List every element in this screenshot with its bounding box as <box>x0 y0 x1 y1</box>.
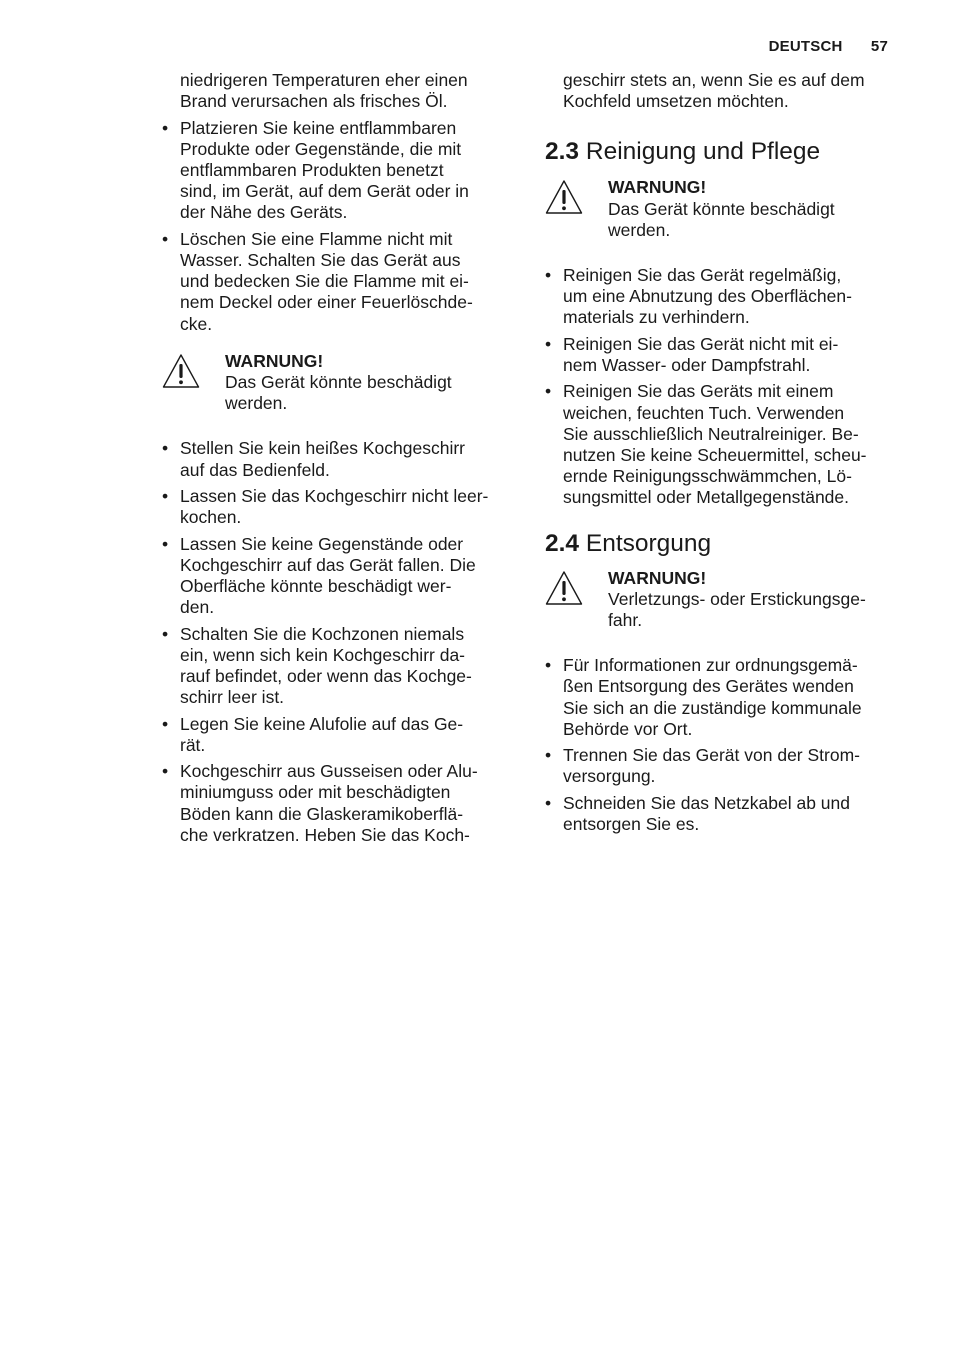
bullet-dot: • <box>162 533 169 554</box>
warning-title: WARNUNG! <box>225 350 324 371</box>
bullet-list <box>162 118 514 335</box>
continued-paragraph <box>563 70 897 112</box>
list-item <box>162 438 514 480</box>
text-line: Behörde vor Ort. <box>563 718 693 739</box>
text-line: entflammbaren Produkten benetzt <box>180 160 444 180</box>
text-line: nem Wasser- oder Dampfstrahl. <box>563 355 811 376</box>
bullet-list <box>162 438 514 846</box>
warning-triangle-icon <box>162 353 200 389</box>
left-column <box>162 70 514 851</box>
bullet-dot: • <box>545 265 552 286</box>
warning-box <box>162 351 514 415</box>
text-line: miniumguss oder mit beschädigten <box>180 782 451 803</box>
list-item <box>545 381 897 508</box>
section-number: 2.3 <box>545 138 580 166</box>
section-heading-cleaning <box>545 138 897 166</box>
text-line: Für Informationen zur ordnungsgemä- <box>563 655 858 676</box>
text-line: ernde Reinigungsschwämmchen, Lö- <box>563 466 852 487</box>
text-line: Löschen Sie eine Flamme nicht mit <box>180 228 453 249</box>
text-line: weichen, feuchten Tuch. Verwenden <box>563 402 845 423</box>
text-line: rät. <box>180 734 206 755</box>
list-item <box>545 655 897 740</box>
text-line: sind, im Gerät, auf dem Gerät oder in <box>180 181 469 202</box>
text-line: ßen Entsorgung des Gerätes wenden <box>563 676 854 697</box>
list-item <box>162 486 514 528</box>
continued-paragraph <box>180 70 514 112</box>
header-language: DEUTSCH <box>768 38 843 55</box>
bullet-dot: • <box>162 761 169 782</box>
list-item <box>162 229 514 335</box>
text-line: sungsmittel oder Metallgegenstände. <box>563 487 850 508</box>
bullet-dot: • <box>162 117 169 138</box>
text-line: Sie sich an die zuständige kommunale <box>563 697 862 718</box>
text-line: nem Deckel oder einer Feuerlöschde- <box>180 292 473 313</box>
warning-triangle-icon <box>545 570 583 606</box>
list-item <box>162 714 514 756</box>
list-item <box>162 534 514 619</box>
text-line: Lassen Sie keine Gegenstände oder <box>180 533 464 554</box>
text-line: Sie ausschließlich Neutralreiniger. Be- <box>563 423 859 444</box>
text-line: Kochgeschirr auf das Gerät fallen. Die <box>180 554 476 575</box>
list-item <box>545 334 897 376</box>
text-line: Produkte oder Gegenstände, die mit <box>180 138 462 159</box>
text-line: werden. <box>225 393 288 414</box>
bullet-list <box>545 265 897 509</box>
text-line: che verkratzen. Heben Sie das Koch- <box>180 824 470 845</box>
text-line: fahr. <box>608 610 643 631</box>
text-line: auf das Bedienfeld. <box>180 459 330 480</box>
bullet-dot: • <box>162 713 169 734</box>
warning-box <box>545 177 897 241</box>
text-line: Stellen Sie kein heißes Kochgeschirr <box>180 438 466 459</box>
text-line: Schneiden Sie das Netzkabel ab und <box>563 792 851 813</box>
text-line: der Nähe des Geräts. <box>180 202 348 223</box>
text-line: Platzieren Sie keine entflammbaren <box>180 117 457 138</box>
text-line: Reinigen Sie das Gerät nicht mit ei- <box>563 333 839 354</box>
section-title: Entsorgung <box>585 529 712 557</box>
text-line: Lassen Sie das Kochgeschirr nicht leer- <box>180 486 489 507</box>
list-item <box>162 624 514 709</box>
text-line: materials zu verhindern. <box>563 307 750 328</box>
text-line: schirr leer ist. <box>180 687 285 708</box>
bullet-dot: • <box>545 333 552 354</box>
list-item <box>162 118 514 224</box>
warning-box <box>545 568 897 632</box>
text-line: Verletzungs- oder Erstickungsge- <box>608 588 866 609</box>
bullet-dot: • <box>162 486 169 507</box>
right-column <box>545 70 897 840</box>
bullet-dot: • <box>545 792 552 813</box>
text-line: Legen Sie keine Alufolie auf das Ge- <box>180 713 464 734</box>
bullet-dot: • <box>545 655 552 676</box>
text-line: kochen. <box>180 507 242 528</box>
text-line: entsorgen Sie es. <box>563 814 700 835</box>
text-line: um eine Abnutzung des Oberflächen- <box>563 286 852 307</box>
text-line: werden. <box>608 219 671 240</box>
text-line: Kochfeld umsetzen möchten. <box>563 91 789 112</box>
text-line: Reinigen Sie das Geräts mit einem <box>563 381 834 402</box>
text-line: Das Gerät könnte beschädigt <box>225 372 452 393</box>
text-line: Das Gerät könnte beschädigt <box>608 198 835 219</box>
text-line: Trennen Sie das Gerät von der Strom- <box>563 745 860 766</box>
warning-triangle-icon <box>545 179 583 215</box>
text-line: versorgung. <box>563 766 656 787</box>
page-number: 57 <box>870 38 888 55</box>
text-line: Schalten Sie die Kochzonen niemals <box>180 623 465 644</box>
list-item <box>162 761 514 846</box>
section-heading-disposal <box>545 530 897 558</box>
list-item <box>545 265 897 329</box>
section-number: 2.4 <box>545 529 580 557</box>
text-line: Oberfläche könnte beschädigt wer- <box>180 576 452 597</box>
text-line: Böden kann die Glaskeramikoberflä- <box>180 803 464 824</box>
bullet-list <box>545 655 897 835</box>
bullet-dot: • <box>162 438 169 459</box>
text-line: Wasser. Schalten Sie das Gerät aus <box>180 250 461 270</box>
text-line: Reinigen Sie das Gerät regelmäßig, <box>563 265 842 286</box>
list-item <box>545 793 897 835</box>
text-line: den. <box>180 597 215 618</box>
text-line: Brand verursachen als frisches Öl. <box>180 91 448 112</box>
warning-title: WARNUNG! <box>608 177 707 198</box>
running-header <box>769 38 888 55</box>
text-line: niedrigeren Temperaturen eher einen <box>180 70 468 90</box>
section-title: Reinigung und Pflege <box>585 138 821 166</box>
bullet-dot: • <box>545 381 552 402</box>
bullet-dot: • <box>162 623 169 644</box>
text-line: cke. <box>180 313 213 334</box>
bullet-dot: • <box>545 745 552 766</box>
bullet-dot: • <box>162 228 169 249</box>
warning-title: WARNUNG! <box>608 567 707 588</box>
text-line: und bedecken Sie die Flamme mit ei- <box>180 271 469 292</box>
text-line: rauf befindet, oder wenn das Kochge- <box>180 666 472 687</box>
text-line: geschirr stets an, wenn Sie es auf dem <box>563 70 865 90</box>
text-line: Kochgeschirr aus Gusseisen oder Alu- <box>180 761 478 782</box>
text-line: nutzen Sie keine Scheuermittel, scheu- <box>563 445 867 466</box>
list-item <box>545 745 897 787</box>
text-line: ein, wenn sich kein Kochgeschirr da- <box>180 644 466 665</box>
